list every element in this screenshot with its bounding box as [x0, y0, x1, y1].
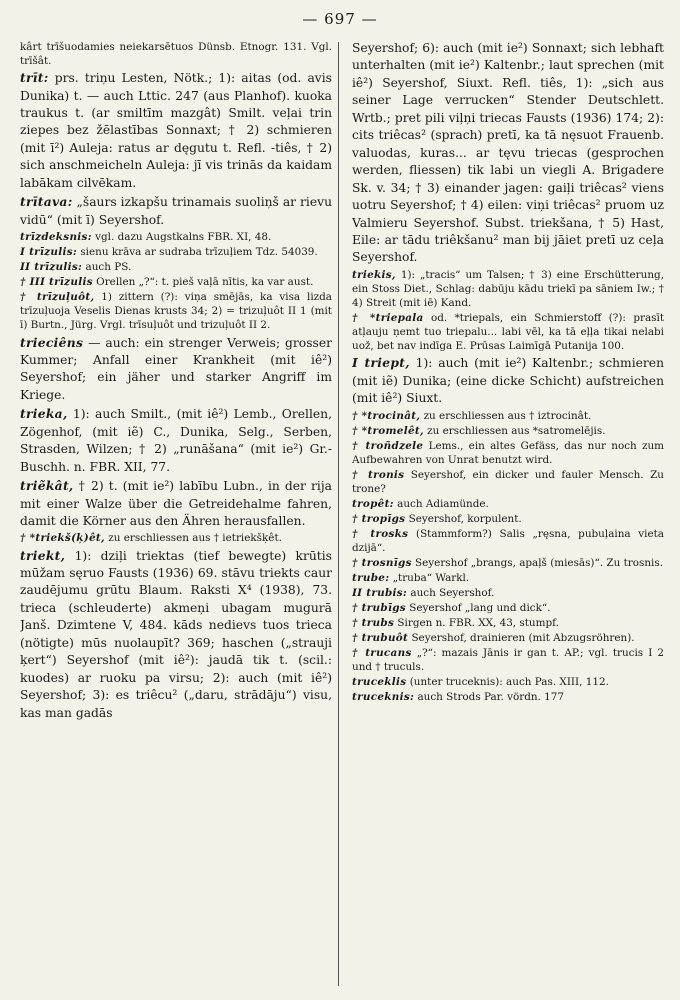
dictionary-entry [352, 497, 664, 511]
entry-headword: triekt, [20, 547, 66, 563]
entry-headword: † trubs [352, 617, 395, 630]
entry-headword: tropêt: [352, 497, 394, 510]
dictionary-entry [20, 40, 332, 68]
entry-headword: trītava: [20, 194, 73, 210]
dictionary-entry [352, 468, 664, 496]
entry-headword: † trubuôt [352, 632, 409, 645]
entry-text: Seyershof, drainieren (mit Abzugsröhren). [408, 632, 635, 645]
entry-headword: † *trocinât, [352, 409, 421, 422]
entry-text: auch Strods Par. vördn. 177 [414, 691, 564, 704]
dictionary-entry [352, 439, 664, 467]
entry-text: Lems., ein altes Gefäss, das nur noch zum Aufbewahren von Unrat benutzt wird. [352, 439, 664, 466]
dictionary-entry [20, 69, 332, 192]
entry-headword: triekis, [352, 268, 396, 281]
entry-text: 1): auch (mit ie²) Kaltenbr.; schmieren (mit iẽ) Dunika; (eine dicke Schicht) aufstreichen (mit iê²) Siuxt. [352, 356, 664, 406]
entry-headword: trube: [352, 572, 390, 585]
entry-text: Sirgen n. FBR. XX, 43, stumpf. [394, 617, 559, 630]
entry-text: Seyershof, ein dicker und fauler Mensch. Zu trone? [352, 468, 664, 495]
dictionary-entry [20, 405, 332, 476]
entry-text: auch Adiamünde. [393, 497, 489, 510]
entry-text: Orellen „?“: t. pieš vaļā nītis, ka var aust. [92, 276, 314, 289]
entry-text: od. *triepals, ein Schmierstoff (?): prasīt atļauju ņemt tuo triepalu... labi vēl, ka tā eļļa tikai nelabi uož, bet nav indīga E. Prūsas Laimīgā Putanija 100. [352, 312, 664, 353]
dictionary-entry [352, 424, 664, 438]
dictionary-entry [20, 290, 332, 332]
entry-text: zu erschliessen aus † ietriekšķêt. [104, 532, 282, 545]
dictionary-entry [352, 616, 664, 630]
dictionary-entry [20, 275, 332, 289]
entry-headword: trieka, [20, 406, 68, 422]
dictionary-entry [352, 631, 664, 645]
dictionary-entry [352, 646, 664, 674]
dictionary-entry [20, 230, 332, 244]
entry-text: auch PS. [82, 261, 132, 274]
entry-text: zu erschliessen aus *satromelējis. [423, 424, 606, 437]
entry-headword: † trubīgs [352, 602, 406, 615]
entry-headword: I trīzulis: [20, 246, 78, 259]
dictionary-entry [20, 477, 332, 530]
dictionary-entry [352, 586, 664, 600]
entry-text: Seyershof „lang und dick“. [405, 602, 551, 615]
entry-text: 1) zittern (?): viņa smējās, ka visa lizda trīzuļuoja Veselis Dienas krusts 34; 2) = trizuļuôt II 1 (mit ī) Burtn., Jürg. Vrgl. trīsuļuôt und trizuļuôt II 2. [20, 291, 332, 332]
entry-text: vgl. dazu Augstkalns FBR. XI, 48. [91, 231, 272, 244]
dictionary-entry [352, 556, 664, 570]
page-number: — 697 — [302, 10, 378, 28]
entry-text: (Stammform?) Salis „ręsna, pubuļaina vieta dzijā“. [352, 527, 664, 554]
entry-headword: trīt: [20, 70, 49, 86]
entry-headword: triẽkât, [20, 478, 74, 494]
dictionary-entry [352, 512, 664, 526]
entry-text: „?“: mazais Jānis ir gan t. AP.; vgl. trucis I 2 und † truculs. [352, 647, 664, 674]
entry-headword: II trīzulis: [20, 261, 83, 274]
entry-text: Seyershof, korpulent. [405, 512, 522, 525]
dictionary-entry [352, 311, 664, 353]
entry-headword: trīzdeksnis: [20, 231, 92, 244]
entry-text: „šaurs izkapšu trinamais suoliņš ar rievu vidū“ (mit ī) Seyershof. [20, 195, 332, 227]
entry-text: — auch: ein strenger Verweis; grosser Kummer; Anfall einer Krankheit (mit iê²) Seyershof; ein jäher und starker Angriff im Kriege. [20, 335, 332, 402]
entry-headword: † trīzuļuôt, [20, 291, 95, 304]
entry-text: Seyershof; 6): auch (mit ie²) Sonnaxt; sich lebhaft unterhalten (mit ie²) Kaltenbr.; laut sprechen (mit iê²) Seyershof, Siuxt. Refl. tiês, 1): „sich aus seiner Lage verrucken“ Stender Deutschlett. Wrtb.; pret pili viļņi triecas Fausts (1936) 174; 2): cits triêcas² (sprach) pretī, ka tā nęsuot Frauenb. valuodas, kuras... ar tęvu triecas (gesprochen werden, fliessen) tik labi un viegli A. Brigadere Sk. v. 34; † 3) einander jagen: gaiļi triêcas² viens uotru Seyershof; † 4) eilen: viņi triêcas² pruom uz Valmieru Seyershof. Subst. triekšana, † 5) Hast, Eile: ar tādu triêkšanu² man bij jāiet pretī uz ceļa Seyershof. [352, 41, 664, 265]
entry-text: prs. triņu Lesten, Nötk.; 1): aitas (od. avis Dunika) t. — auch Lttic. 247 (aus Planhof). kuoka traukus t. (ar smiltīm mazgât) Smilt. veļai trin ziepes bez žēlastības Sonnaxt; † 2) schmieren (mit ī²) Auleja: ratus ar dęgutu t. Refl. -tiês, † 2) sich anschmeicheln Auleja: jī vis trinās da kaidam labākam cilvēkam. [20, 71, 332, 190]
entry-text: Seyershof „brangs, apaļš (miesās)“. Zu trosnis. [411, 557, 664, 569]
entry-text: zu erschliessen aus † iztrocinât. [420, 409, 592, 422]
entry-text: kârt trīšuodamies neiekarsētuos Dünsb. Etnogr. 131. Vgl. trīšât. [20, 41, 332, 68]
entry-headword: I triept, [352, 355, 410, 371]
dictionary-entry [20, 193, 332, 229]
entry-headword: † troñdzele [352, 439, 424, 452]
entry-text: 1): „tracis“ um Talsen; † 3) eine Erschütterung, ein Stoss Diet., Schlag: dabūju kādu triekī pa sāniem Iw.; † 4) Streit (mit iē) Kand. [352, 268, 664, 309]
entry-headword: † trosks [352, 527, 409, 540]
dictionary-entry [352, 601, 664, 615]
entry-headword: † trucans [352, 647, 412, 660]
dictionary-entry [20, 245, 332, 259]
dictionary-entry [352, 690, 664, 704]
entry-text: „truba“ Warkl. [389, 572, 470, 585]
dictionary-entry [20, 547, 332, 723]
entry-headword: † trosnīgs [352, 557, 412, 569]
entry-headword: † *triepala [352, 312, 424, 325]
entry-headword: † *tromelêt, [352, 424, 424, 437]
dictionary-entry [352, 571, 664, 585]
dictionary-entry [352, 40, 664, 267]
dictionary-entry [352, 675, 664, 689]
entry-text: sienu krāva ar sudraba trīzuļiem Tdz. 54039. [77, 246, 318, 259]
entry-headword: trieciêns [20, 334, 84, 350]
dictionary-entry [352, 268, 664, 310]
entry-headword: truceknis: [352, 691, 415, 704]
entry-text: 1): auch Smilt., (mit iê²) Lemb., Orellen, Zögenhof, (mit iẽ) C., Dunika, Selg., Serben, Strasden, Wilzen; † 2) „runāšana“ (mit ie²) Gr.-Buschh. n. FBR. XII, 77. [20, 407, 332, 474]
left-column [20, 40, 332, 990]
entry-text: auch Seyershof. [407, 587, 495, 600]
entry-headword: † *triekš(ķ)êt, [20, 532, 105, 545]
entry-text: (unter truceknis): auch Pas. XIII, 112. [406, 676, 609, 689]
column-divider [338, 42, 339, 986]
entry-headword: II trubis: [352, 587, 408, 600]
dictionary-entry [352, 527, 664, 555]
entry-headword: truceklis [352, 676, 407, 689]
dictionary-entry [352, 409, 664, 423]
entry-headword: † tropīgs [352, 512, 406, 525]
right-column [352, 40, 664, 990]
entry-headword: † tronis [352, 468, 405, 481]
entry-headword: † III trīzulis [20, 276, 93, 289]
dictionary-entry [20, 334, 332, 405]
entry-text: 1): dziļi triektas (tief bewegte) krūtis mūžam sęruo Fausts (1936) 69. stāvu triekts caur zaudējumu grūtu Blaum. Raksti X⁴ (1938), 73. trieca (schleuderte) akmeņi ubagam mugurā Janš. Dzimtene V, 484. kāds nedievs tuos trieca (nötigte) mūs nuolaupīt? 369; haschen („strauji ķert“) Seyershof (mit iê²): jaudā tik t. (scil.: kuodes) ar ruoku pa virsu; 2): auch (mit iê²) Seyershof; 3): es triêcu² („daru, strādāju“) visu, kas man gadās [20, 548, 332, 720]
dictionary-entry [352, 354, 664, 407]
dictionary-entry [20, 260, 332, 274]
entry-text: † 2) t. (mit ie²) labību Lubn., in der rija mit einer Walze über die Getreidehalme fahren, damit die Körner aus den Ähren herausfallen. [20, 479, 332, 529]
dictionary-entry [20, 531, 332, 545]
